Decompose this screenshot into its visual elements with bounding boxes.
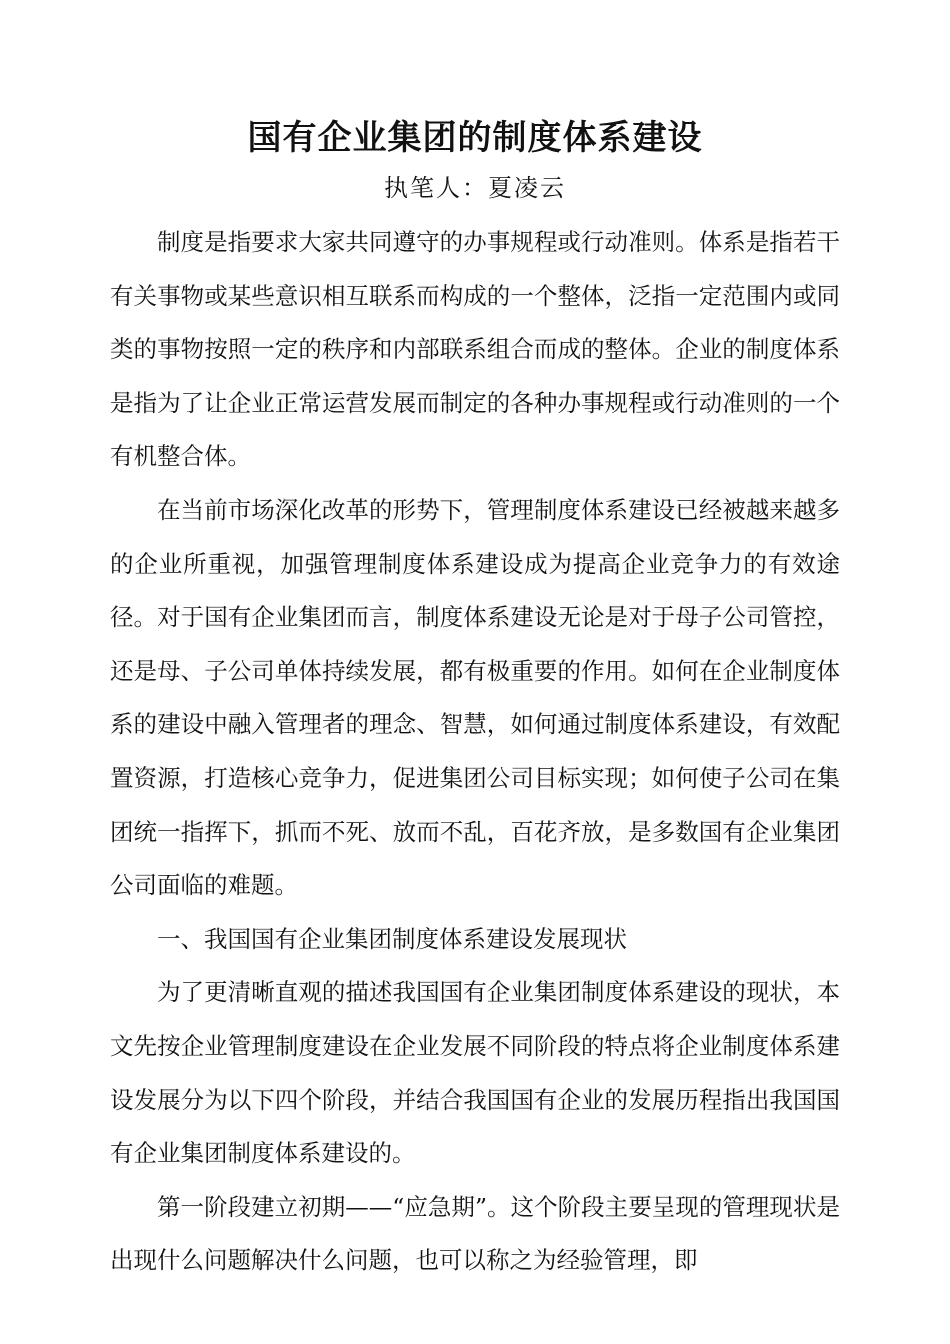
paragraph-stages-intro: 为了更清晰直观的描述我国国有企业集团制度体系建设的现状，本文先按企业管理制度建设在企业发展不同阶段的特点将企业制度体系建设发展分为以下四个阶段，并结合我国国有企业的发展历程指出我国国有企业集团制度体系建设的。 xyxy=(110,978,840,1168)
document-title: 国有企业集团的制度体系建设 xyxy=(247,118,703,158)
paragraph-background: 在当前市场深化改革的形势下，管理制度体系建设已经被越来越多的企业所重视，加强管理制度体系建设成为提高企业竞争力的有效途径。对于国有企业集团而言，制度体系建设无论是对于母子公司管控，还是母、子公司单体持续发展，都有极重要的作用。如何在企业制度体系的建设中融入管理者的理念、智慧，如何通过制度体系建设，有效配置资源，打造核心竞争力，促进集团公司目标实现；如何使子公司在集团统一指挥下，抓而不死、放而不乱，百花齐放，是多数国有企业集团公司面临的难题。 xyxy=(110,495,840,900)
paragraph-stage-one: 第一阶段建立初期——“应急期”。这个阶段主要呈现的管理现状是出现什么问题解决什么问题，也可以称之为经验管理，即 xyxy=(110,1192,840,1275)
section-heading-1: 一、我国国有企业集团制度体系建设发展现状 xyxy=(157,924,627,953)
author-line: 执笔人：夏凌云 xyxy=(384,174,566,202)
paragraph-definition: 制度是指要求大家共同遵守的办事规程或行动准则。体系是指若干有关事物或某些意识相互联系而构成的一个整体，泛指一定范围内或同类的事物按照一定的秩序和内部联系组合而成的整体。企业的制度体系是指为了让企业正常运营发展而制定的各种办事规程或行动准则的一个有机整合体。 xyxy=(110,228,840,471)
document-body xyxy=(110,216,840,1288)
